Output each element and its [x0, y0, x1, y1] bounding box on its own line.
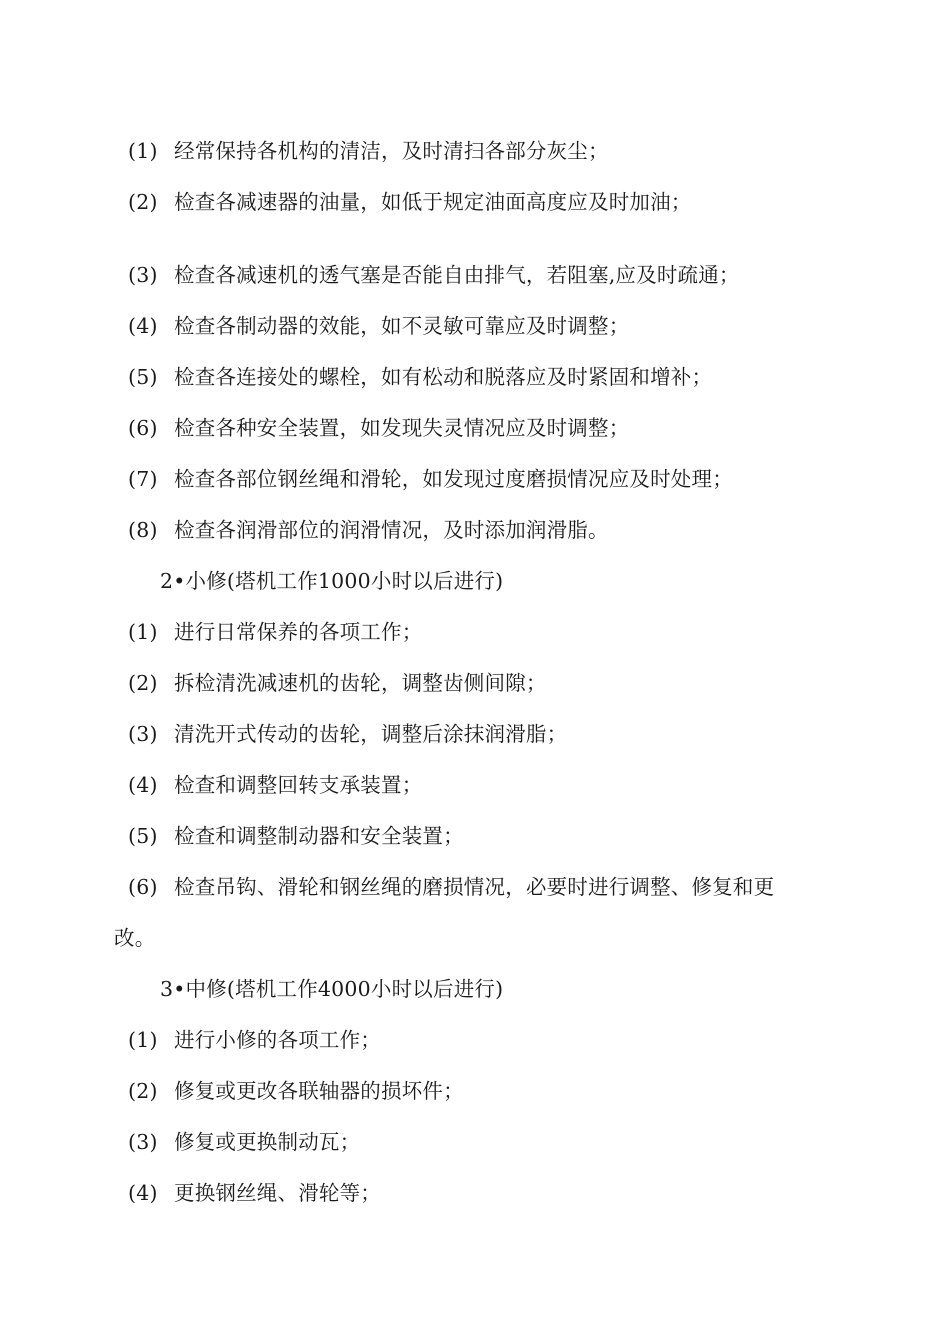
- list-item: [128, 873, 774, 901]
- item-number: (3): [128, 1130, 158, 1154]
- list-item: [128, 261, 740, 289]
- item-text: 检查各减速机的透气塞是否能自由排气，若阻塞,应及时疏通；: [174, 263, 740, 287]
- item-text: 经常保持各机构的清洁，及时清扫各部分灰尘；: [174, 139, 609, 163]
- list-item: [128, 1128, 360, 1156]
- list-item: [128, 771, 422, 799]
- item-number: (8): [128, 518, 158, 542]
- section-heading-medium-repair: 3•中修(塔机工作4000小时以后进行): [160, 977, 504, 1001]
- item-text: 检查各润滑部位的润滑情况，及时添加润滑脂。: [174, 518, 609, 542]
- item-number: (1): [128, 1028, 158, 1052]
- item-number: (6): [128, 416, 158, 440]
- list-item: [128, 414, 629, 442]
- list-item: [128, 137, 609, 165]
- list-item: [128, 1026, 381, 1054]
- item-text: 检查吊钩、滑轮和钢丝绳的磨损情况，必要时进行调整、修复和更: [174, 875, 775, 899]
- item-text: 检查各减速器的油量，如低于规定油面高度应及时加油；: [174, 190, 692, 214]
- list-item-continuation: 改。: [114, 926, 156, 950]
- list-item: [128, 720, 567, 748]
- item-number: (1): [128, 139, 158, 163]
- item-number: (1): [128, 620, 158, 644]
- item-number: (3): [128, 263, 158, 287]
- item-number: (5): [128, 365, 158, 389]
- section-heading-minor-repair: 2•小修(塔机工作1000小时以后进行): [160, 569, 504, 593]
- item-text: 检查各部位钢丝绳和滑轮，如发现过度磨损情况应及时处理；: [174, 467, 733, 491]
- list-item: [128, 188, 692, 216]
- item-text: 检查各连接处的螺栓，如有松动和脱落应及时紧固和增补；: [174, 365, 713, 389]
- item-number: (2): [128, 1079, 158, 1103]
- item-text: 更换钢丝绳、滑轮等；: [174, 1181, 381, 1205]
- item-text: 进行小修的各项工作；: [174, 1028, 381, 1052]
- item-number: (5): [128, 824, 158, 848]
- item-number: (4): [128, 773, 158, 797]
- item-number: (4): [128, 314, 158, 338]
- list-item: [128, 1077, 464, 1105]
- item-number: (2): [128, 671, 158, 695]
- item-text: 清洗开式传动的齿轮，调整后涂抹润滑脂；: [174, 722, 568, 746]
- item-number: (7): [128, 467, 158, 491]
- list-item: [128, 312, 629, 340]
- item-text: 检查各种安全装置，如发现失灵情况应及时调整；: [174, 416, 630, 440]
- list-item: [128, 363, 712, 391]
- item-text: 修复或更换制动瓦；: [174, 1130, 361, 1154]
- list-item: [128, 618, 422, 646]
- item-number: (4): [128, 1181, 158, 1205]
- item-number: (6): [128, 875, 158, 899]
- list-item: [128, 822, 464, 850]
- item-text: 检查各制动器的效能，如不灵敏可靠应及时调整；: [174, 314, 630, 338]
- item-text: 检查和调整回转支承装置；: [174, 773, 423, 797]
- list-item: [128, 465, 733, 493]
- item-number: (3): [128, 722, 158, 746]
- list-item: [128, 1179, 381, 1207]
- list-item: [128, 669, 547, 697]
- item-text: 拆检清洗减速机的齿轮，调整齿侧间隙；: [174, 671, 547, 695]
- item-number: (2): [128, 190, 158, 214]
- item-text: 检查和调整制动器和安全装置；: [174, 824, 464, 848]
- item-text: 进行日常保养的各项工作；: [174, 620, 423, 644]
- list-item: [128, 516, 609, 544]
- item-text: 修复或更改各联轴器的损坏件；: [174, 1079, 464, 1103]
